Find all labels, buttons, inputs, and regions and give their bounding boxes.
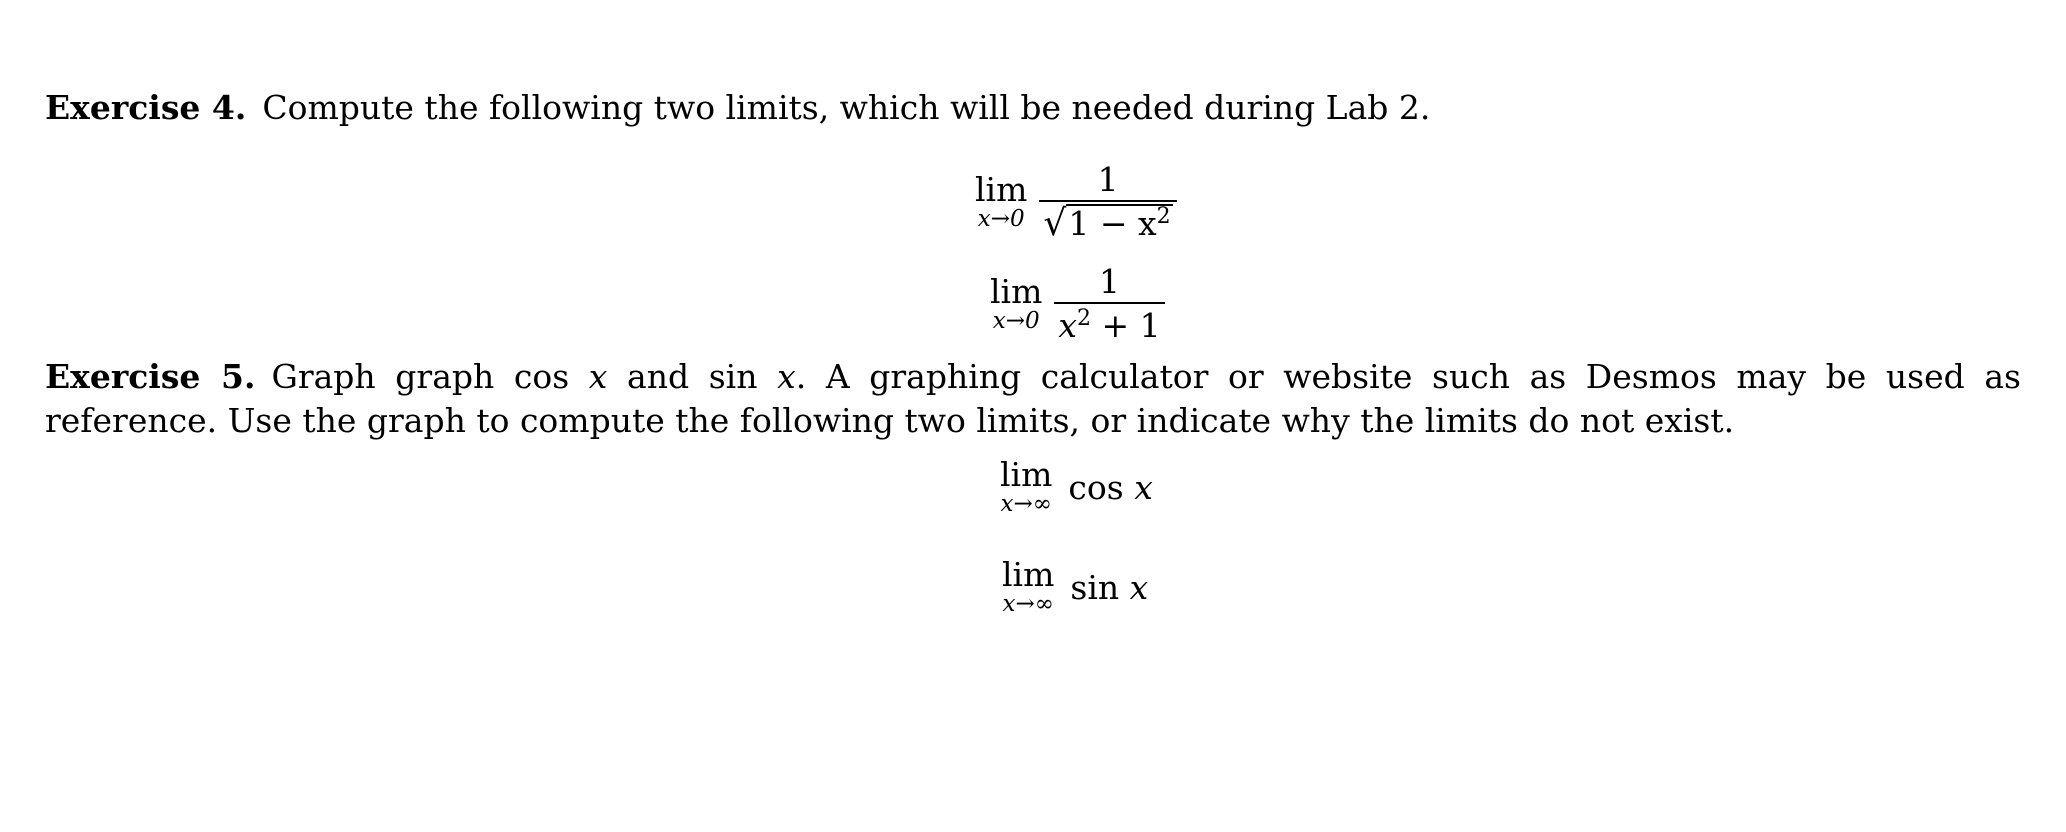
sqrt-icon: √ — [1043, 203, 1067, 244]
function-variable: x — [1129, 567, 1149, 607]
exponent: 2 — [1156, 204, 1171, 229]
lim-word: lim — [990, 272, 1043, 311]
limit-subscript: x→∞ — [1002, 591, 1054, 617]
function-name: cos — [1068, 467, 1124, 507]
fraction — [1039, 160, 1176, 244]
exercise-4-paragraph — [45, 86, 2021, 130]
exercise-5-paragraph — [45, 355, 2021, 443]
exercise-5-heading: Exercise 5. — [45, 357, 256, 396]
function-name: sin — [1070, 567, 1120, 607]
exercise-5-text-1: Graph graph — [271, 357, 495, 396]
variable-x: x — [588, 357, 608, 396]
radicand-expr: 1 − x — [1068, 204, 1157, 243]
lim-word: lim — [975, 170, 1028, 209]
limit-equation-2 — [990, 262, 1165, 346]
denominator — [1039, 200, 1176, 244]
limit-equation-4 — [1002, 555, 1149, 617]
exercise-5-text-2: . A graphing calculator or website such as Desmos may be used as reference. Use the graph to compute the following two limits, or indicate why the limits do not exist. — [45, 357, 2021, 440]
fraction — [1054, 262, 1164, 346]
limit-equation-1 — [975, 160, 1177, 244]
cos-function: cos — [513, 357, 570, 396]
numerator: 1 — [1097, 160, 1119, 199]
variable-x: x — [777, 357, 796, 396]
limit-operator — [975, 170, 1028, 232]
limit-subscript: x→0 — [977, 206, 1025, 232]
sin-function: sin — [708, 357, 758, 396]
exercise-4-heading: Exercise 4. — [45, 88, 247, 127]
square-root — [1043, 204, 1172, 242]
limit-operator — [1000, 455, 1053, 517]
function-variable: x — [1134, 467, 1153, 507]
exponent: 2 — [1077, 306, 1092, 331]
limit-operator — [990, 272, 1043, 334]
denominator-variable: x — [1058, 306, 1078, 345]
limit-subscript: x→0 — [992, 308, 1040, 334]
limit-operator — [1002, 555, 1055, 617]
and-word: and — [627, 357, 690, 396]
denominator — [1054, 302, 1164, 346]
numerator: 1 — [1099, 262, 1121, 301]
radicand — [1066, 204, 1172, 242]
limit-subscript: x→∞ — [1000, 491, 1052, 517]
exercise-4-text: Compute the following two limits, which will be needed during Lab 2. — [262, 88, 1431, 127]
lim-word: lim — [1000, 455, 1053, 494]
denominator-tail: + 1 — [1091, 306, 1161, 345]
limit-equation-3 — [1000, 455, 1153, 517]
lim-word: lim — [1002, 555, 1055, 594]
